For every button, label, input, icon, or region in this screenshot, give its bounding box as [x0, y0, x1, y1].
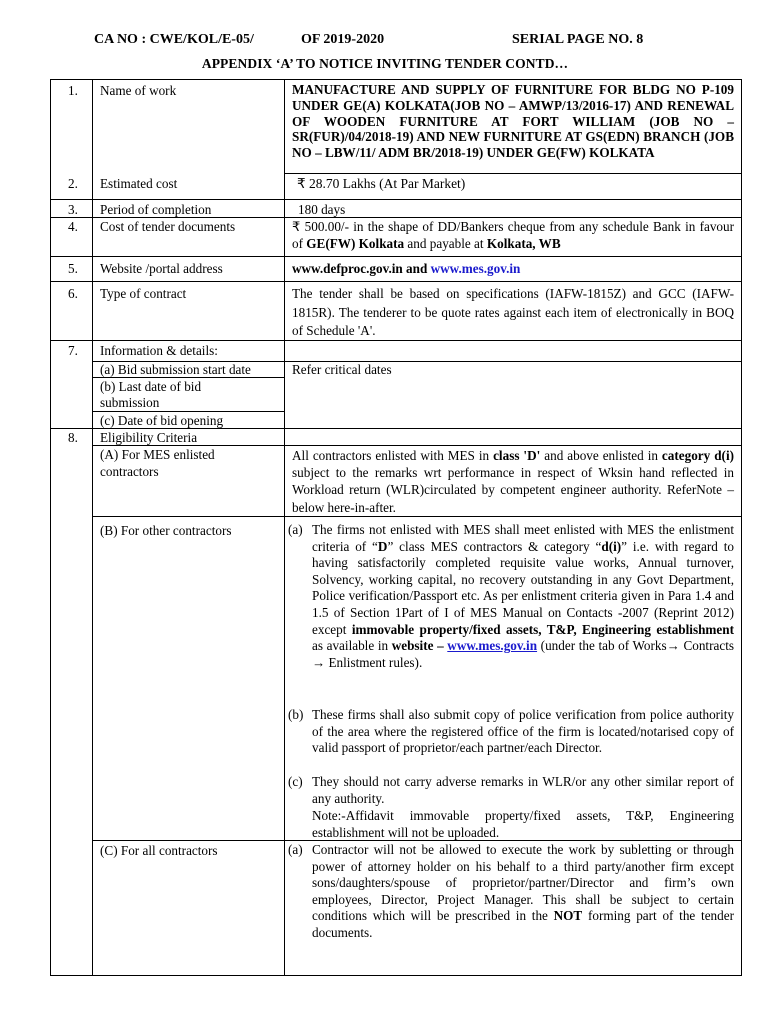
value-cost-of-tender-documents: ₹ 500.00/- in the shape of DD/Bankers cheque from any schedule Bank in favour of GE(FW) Kolkata and payable at Kolkata, WB	[292, 219, 734, 251]
row-number: 5.	[68, 261, 78, 276]
value-estimated-cost: ₹ 28.70 Lakhs (At Par Market)	[297, 176, 466, 191]
label-other-contractors: (B) For other contractors	[100, 523, 232, 538]
value-period-of-completion: 180 days	[298, 202, 346, 217]
serial-page-number: SERIAL PAGE NO. 8	[512, 32, 644, 47]
label-website: Website /portal address	[100, 261, 223, 276]
label-eligibility-criteria: Eligibility Criteria	[100, 430, 198, 445]
item-b-a: (a) The firms not enlisted with MES shall meet enlisted with MES the enlistment criteria of “D” class MES contractors & category “d(i)” i.e. with regard to having satisfactorily completed requisite value works, Annual turnover, Solvency, working capital, no recovery outstanding in any Govt Department, Police verification/Passport etc. As per enlistment criteria given in Para 1.4 and 1.5 of Section 1Part of I of MES Manual on Contacts -2007 (Reprint 2012) except immovable property/fixed assets, T&P, Engineering establishment as available in website – www.mes.gov.in (under the tab of Works→ Contracts → Enlistment rules).	[288, 522, 734, 670]
mes-enlistment-link[interactable]: www.mes.gov.in	[447, 638, 538, 654]
item-c-a: (a) Contractor will not be allowed to execute the work by subletting or through power of attorney holder on his behalf to a third party/another firm except sons/daughters/spouse of proprietor/partner/Director and firm’s own employees, Director, Project Manager. This shall be subject to certain conditions which will be prescribed in the NOT forming part of the tender documents.	[288, 842, 734, 940]
appendix-title: APPENDIX ‘A’ TO NOTICE INVITING TENDER CONTD…	[201, 56, 569, 71]
row-number: 7.	[68, 343, 78, 358]
row-number: 1.	[68, 83, 78, 98]
row-number: 8.	[68, 430, 78, 445]
label-name-of-work: Name of work	[100, 83, 177, 98]
label-mes-enlisted-2: contractors	[100, 464, 159, 479]
item-b-b: (b) These firms shall also submit copy of police verification from police authority of the area where the registered office of the firm is located/notarised copy of valid passport of proprietor/each partner/each Director.	[288, 707, 734, 756]
label-information-details: Information & details:	[100, 343, 218, 358]
label-period-of-completion: Period of completion	[100, 202, 212, 217]
value-critical-dates: Refer critical dates	[292, 362, 392, 377]
row-number: 3.	[68, 202, 78, 217]
value-mes-enlisted: All contractors enlisted with MES in class 'D' and above enlisted in category d(i) subject to the remarks wrt performance in respect of Wksin hand reflected in Workload return (WLR)circulated by competent engineer authority. ReferNote – below here-in-after.	[292, 448, 734, 515]
label-all-contractors: (C) For all contractors	[100, 843, 218, 858]
column-divider	[92, 79, 93, 976]
item-b-c: (c) They should not carry adverse remarks in WLR/or any other similar report of any authority.	[288, 774, 734, 806]
ca-number: CA NO : CWE/KOL/E-05/	[94, 32, 254, 47]
label-cost-of-tender-documents: Cost of tender documents	[100, 219, 236, 234]
item-b-note: Note:-Affidavit immovable property/fixed assets, T&P, Engineering establishment will not be uploaded.	[312, 808, 734, 840]
label-type-of-contract: Type of contract	[100, 286, 187, 301]
label-last-date-bid-2: submission	[100, 395, 160, 410]
financial-year: OF 2019-2020	[301, 32, 385, 47]
row-number: 6.	[68, 286, 78, 301]
value-name-of-work: MANUFACTURE AND SUPPLY OF FURNITURE FOR BLDG NO P-109 UNDER GE(A) KOLKATA(JOB NO – AMWP/13/2016-17) AND RENEWAL OF WOODEN FURNITURE AT FORT WILLIAM (JOB NO – SR(FUR)/04/2018-19) AND NEW FURNITURE AT GS(EDN) BRANCH (JOB NO – LBW/11/ ADM BR/2018-19) UNDER GE(FW) KOLKATA	[292, 82, 734, 161]
value-website: www.defproc.gov.in and www.mes.gov.in	[292, 261, 521, 276]
label-bid-submission-start: (a) Bid submission start date	[100, 362, 251, 377]
label-last-date-bid: (b) Last date of bid	[100, 379, 202, 394]
column-divider	[284, 79, 285, 976]
label-date-bid-opening: (c) Date of bid opening	[100, 413, 224, 428]
label-mes-enlisted: (A) For MES enlisted	[100, 447, 215, 462]
row-number: 4.	[68, 219, 78, 234]
mes-website-link[interactable]: www.mes.gov.in	[430, 261, 521, 276]
row-number: 2.	[68, 176, 78, 191]
value-type-of-contract: The tender shall be based on specifications (IAFW-1815Z) and GCC (IAFW-1815R). The tenderer to be quote rates against each item of electronically in BOQ of Schedule 'A'.	[292, 286, 734, 338]
label-estimated-cost: Estimated cost	[100, 176, 178, 191]
